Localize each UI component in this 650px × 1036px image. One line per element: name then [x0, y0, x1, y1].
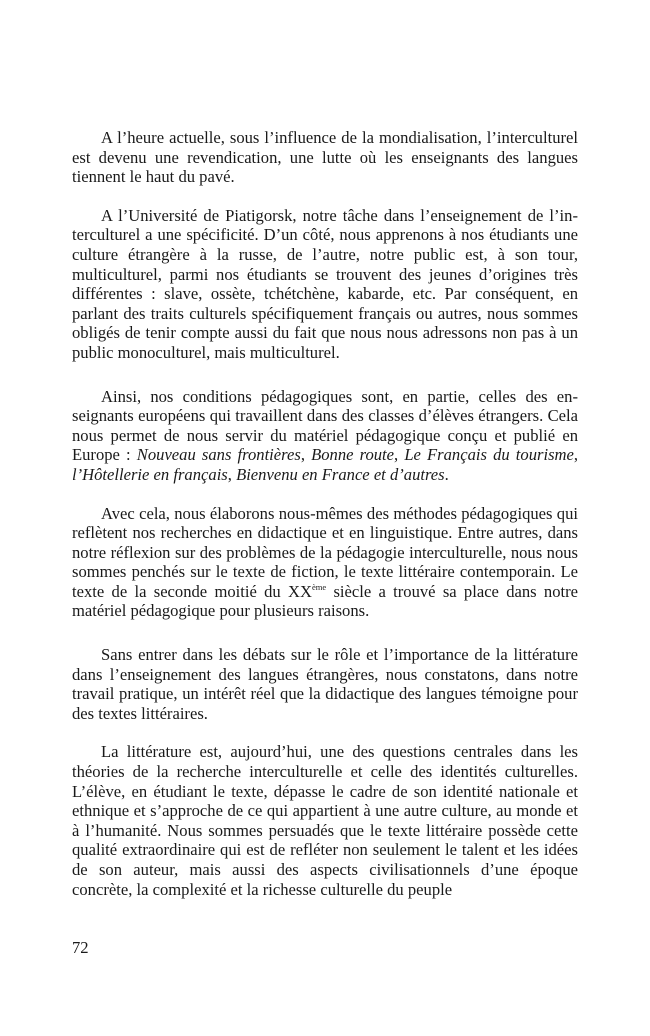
page-body — [72, 128, 578, 899]
paragraph-4-text: Avec cela, nous élaborons nous-mêmes des méthodes pédagogiques qui reflètent nos recherches en didactique et en linguistique. Entre autres, dans notre réflexion sur des problèmes de la pédagogie interculturelle, nous nous sommes penchés sur le texte de fiction, le texte littéraire contemporain. Le texte de la seconde moitié du XX — [72, 503, 578, 601]
separator: , — [394, 445, 405, 465]
paragraph-4-text-end: siècle a trouvé sa place dans notre matériel pédagogique pour plusieurs raisons. — [72, 581, 578, 621]
separator: , — [227, 464, 237, 484]
book-title-bonne-route: Bonne route — [311, 445, 395, 465]
paragraph-6: La littérature est, aujourd’hui, une des questions centrales dans les théories de la recherche interculturelle et celle des identités culturelles. L’élève, en étudiant le texte, dépasse le cadre de son identité nationale et ethnique et s’approche de ce qui appartient à une autre culture, au monde et à l’humanité. Nous sommes persuadés que le texte littéraire possède cette qualité extraordinaire qui est de refléter non seulement le talent et les idées de son auteur, mais aussi des aspects civilisationnels d’une époque concrète, la complexité et la richesse culturelle du peuple — [72, 742, 578, 899]
paragraph-3 — [72, 387, 578, 485]
page-number: 72 — [72, 938, 89, 957]
book-title-bienvenu-en-france: Bienvenu en France et d’autres — [236, 464, 445, 484]
paragraph-2: A l’Université de Piatigorsk, notre tâche dans l’enseignement de l’interculturel a une spécificité. D’un côté, nous apprenons à nos étudiants une culture étrangère à la russe, de l’autre, notre public est, à son tour, multiculturel, parmi nos étudiants se trouvent des jeunes d’origines très différentes : slave, ossète, tchétchène, kabarde, etc. Par conséquent, en parlant des traits culturels spécifiquement français ou autres, nous sommes obligés de tenir compte aussi du fait que nous nous adressons non pas à un public monoculturel, mais multiculturel. — [72, 205, 578, 362]
book-title-hotellerie-en-francais: l’Hôtellerie en français — [72, 464, 228, 484]
separator: , — [300, 445, 312, 465]
superscript-eme: ème — [311, 581, 327, 592]
paragraph-3-intro: Ainsi, nos conditions pédagogiques sont, en partie, celles des enseignants européens qui travaillent dans des classes d’élèves étrangers. Cela nous permet de nous servir du matériel pédagogique conçu et publié en Europe : — [72, 386, 578, 465]
paragraph-1: A l’heure actuelle, sous l’influence de la mondialisation, l’interculturel est devenu une revendication, une lutte où les enseignants des langues tiennent le haut du pavé. — [72, 128, 578, 187]
paragraph-3-end: . — [444, 464, 449, 484]
paragraph-5: Sans entrer dans les débats sur le rôle et l’importance de la littérature dans l’enseignement des langues étrangères, nous constatons, dans notre travail pratique, un intérêt réel que la didactique des langues témoigne pour des textes littéraires. — [72, 645, 578, 723]
book-title-nouveau-sans-frontieres: Nouveau sans frontières — [136, 445, 301, 465]
book-title-le-francais-du-tourisme: Le Français du tourisme — [404, 445, 574, 465]
paragraph-4 — [72, 504, 578, 622]
separator: , — [573, 445, 579, 465]
